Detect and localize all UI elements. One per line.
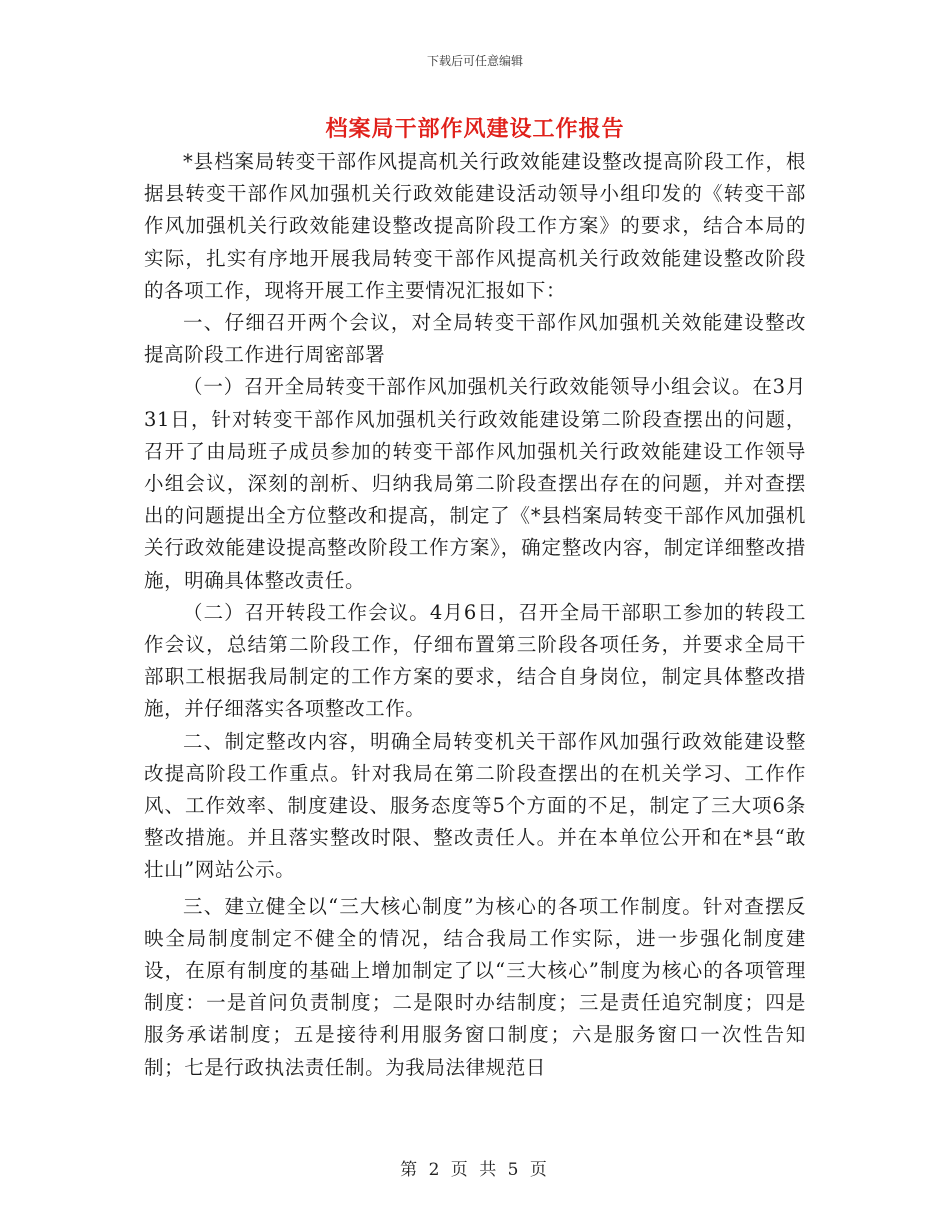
paragraph-intro: *县档案局转变干部作风提高机关行政效能建设整改提高阶段工作，根据县转变干部作风加强机关行政效能建设活动领导小组印发的《转变干部作风加强机关行政效能建设整改提高阶段工作方案》的要求，结合本局的实际，扎实有序地开展我局转变干部作风提高机关行政效能建设整改阶段的各项工作，现将开展工作主要情况汇报如下： bbox=[144, 150, 806, 302]
page-number-footer: 第 2 页 共 5 页 bbox=[400, 1160, 550, 1180]
paragraph-section-2: 二、制定整改内容，明确全局转变机关干部作风加强行政效能建设整改提高阶段工作重点。针对我局在第二阶段查摆出的在机关学习、工作作风、工作效率、制度建设、服务态度等5个方面的不足，制定了三大项6条整改措施。并且落实整改时限、整改责任人。并在本单位公开和在*县“敢壮山”网站公示。 bbox=[144, 729, 806, 882]
paragraph-section-1-item-2: （二）召开转段工作会议。4月6日，召开全局干部职工参加的转段工作会议，总结第二阶段工作，仔细布置第三阶段各项任务，并要求全局干部职工根据我局制定的工作方案的要求，结合自身岗位，制定具体整改措施，并仔细落实各项整改工作。 bbox=[144, 600, 806, 721]
paragraph-section-1-item-1: （一）召开全局转变干部作风加强机关行政效能领导小组会议。在3月31日，针对转变干部作风加强机关行政效能建设第二阶段查摆出的问题，召开了由局班子成员参加的转变干部作风加强机关行政效能建设工作领导小组会议，深刻的剖析、归纳我局第二阶段查摆出存在的问题，并对查摆出的问题提出全方位整改和提高，制定了《*县档案局转变干部作风加强机关行政效能建设提高整改阶段工作方案》，确定整改内容，制定详细整改措施，明确具体整改责任。 bbox=[144, 375, 806, 592]
document-body bbox=[144, 146, 806, 1084]
paragraph-section-3: 三、建立健全以“三大核心制度”为核心的各项工作制度。针对查摆反映全局制度制定不健全的情况，结合我局工作实际，进一步强化制度建设，在原有制度的基础上增加制定了以“三大核心”制度为核心的各项管理制度：一是首问负责制度；二是限时办结制度；三是责任追究制度；四是服务承诺制度；五是接待利用服务窗口制度；六是服务窗口一次性告知制；七是行政执法责任制。为我局法律规范日 bbox=[144, 894, 806, 1079]
paragraph-section-1-heading: 一、仔细召开两个会议，对全局转变干部作风加强机关效能建设整改提高阶段工作进行周密部署 bbox=[144, 311, 806, 367]
document-title: 档案局干部作风建设工作报告 bbox=[325, 116, 625, 142]
page-header-note: 下载后可任意编辑 bbox=[426, 54, 523, 68]
